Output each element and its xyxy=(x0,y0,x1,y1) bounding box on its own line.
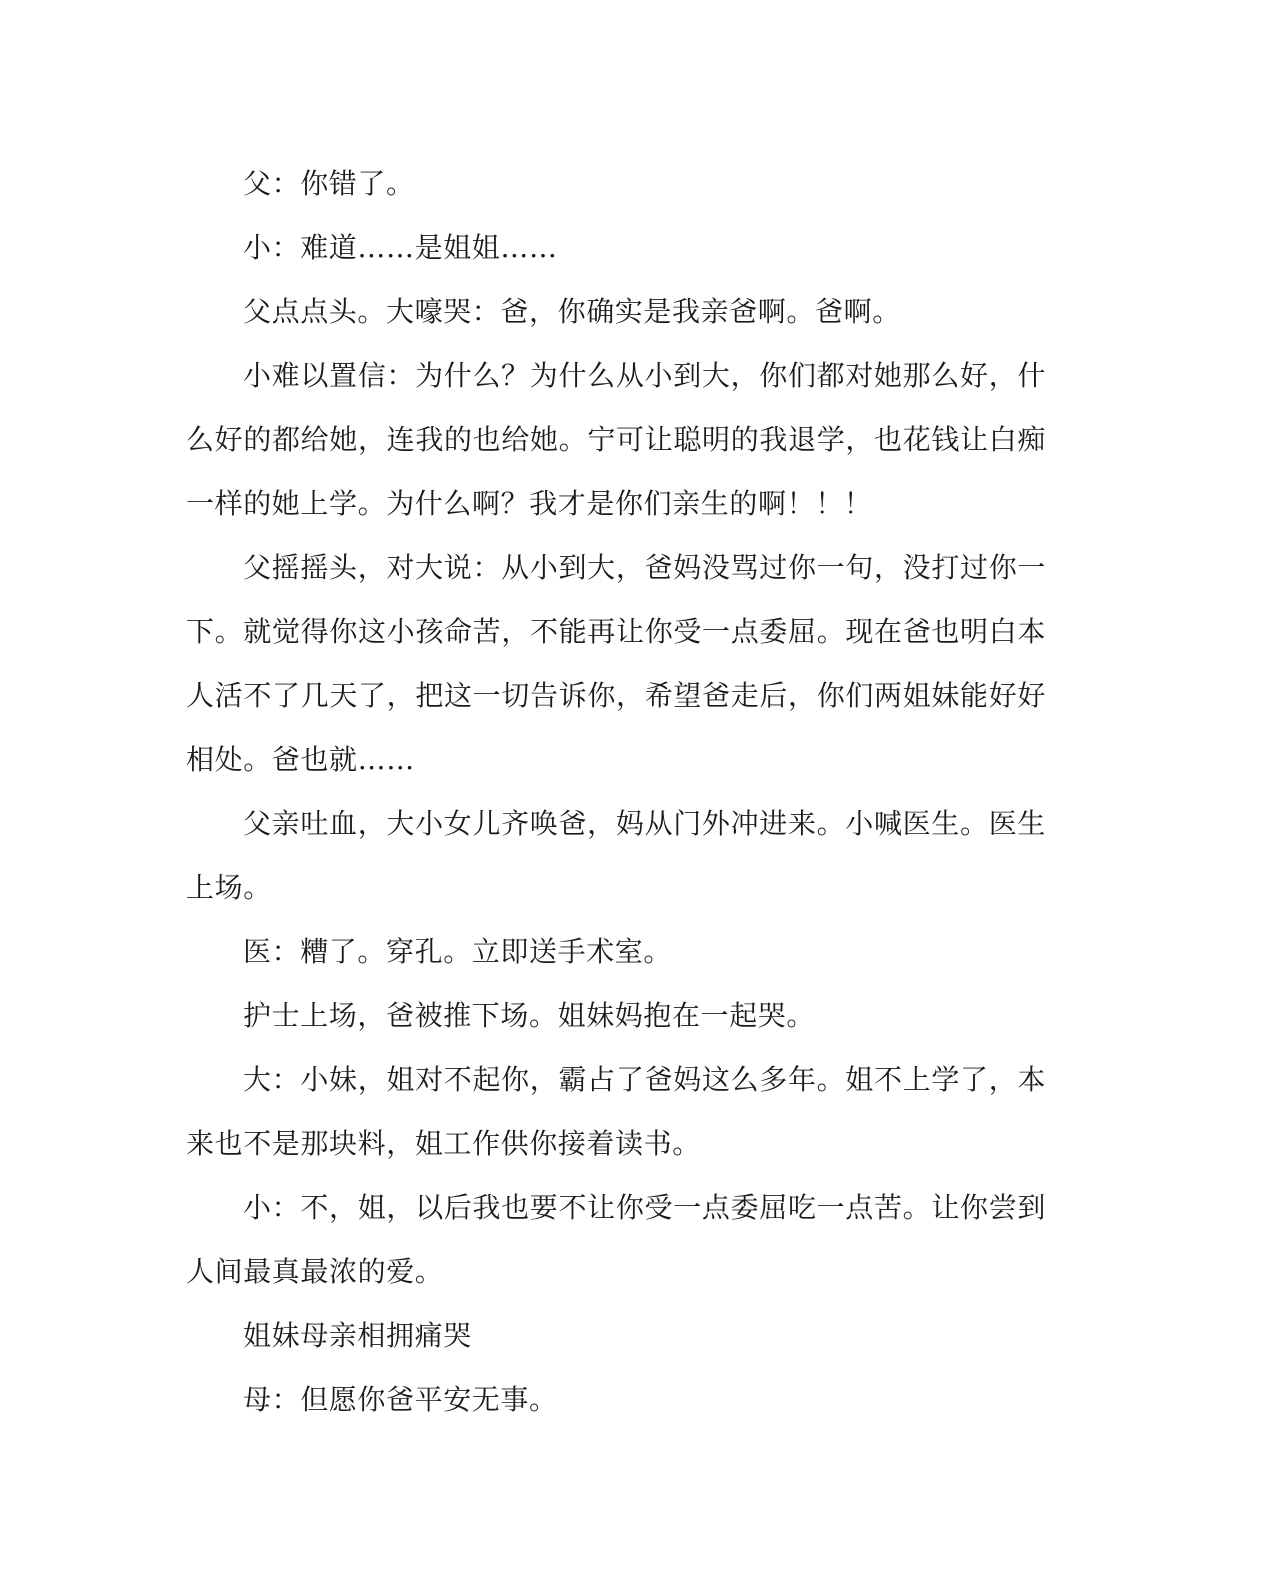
paragraph: 母：但愿你爸平安无事。 xyxy=(243,1383,558,1416)
paragraph: 父点点头。大嚎哭：爸，你确实是我亲爸啊。爸啊。 xyxy=(243,295,901,328)
paragraph: 父亲吐血，大小女儿齐唤爸，妈从门外冲进来。小喊医生。医生上场。 xyxy=(186,807,1046,904)
paragraph: 医：糟了。穿孔。立即送手术室。 xyxy=(243,935,673,968)
paragraph: 小：难道……是姐姐…… xyxy=(243,231,558,264)
paragraph: 小难以置信：为什么？为什么从小到大，你们都对她那么好，什么好的都给她，连我的也给她。宁可让聪明的我退学，也花钱让白痴一样的她上学。为什么啊？我才是你们亲生的啊！！！ xyxy=(186,359,1046,520)
paragraph: 大：小妹，姐对不起你，霸占了爸妈这么多年。姐不上学了，本来也不是那块料，姐工作供你接着读书。 xyxy=(186,1063,1046,1160)
paragraph: 小：不，姐，以后我也要不让你受一点委屈吃一点苦。让你尝到人间最真最浓的爱。 xyxy=(186,1191,1046,1288)
paragraph: 护士上场，爸被推下场。姐妹妈抱在一起哭。 xyxy=(243,999,816,1032)
paragraph: 父摇摇头，对大说：从小到大，爸妈没骂过你一句，没打过你一下。就觉得你这小孩命苦，不能再让你受一点委屈。现在爸也明白本人活不了几天了，把这一切告诉你，希望爸走后，你们两姐妹能好好相处。爸也就…… xyxy=(186,551,1046,776)
paragraph: 姐妹母亲相拥痛哭 xyxy=(243,1319,472,1352)
script-text-body xyxy=(186,152,1046,1432)
paragraph: 父：你错了。 xyxy=(243,167,415,200)
